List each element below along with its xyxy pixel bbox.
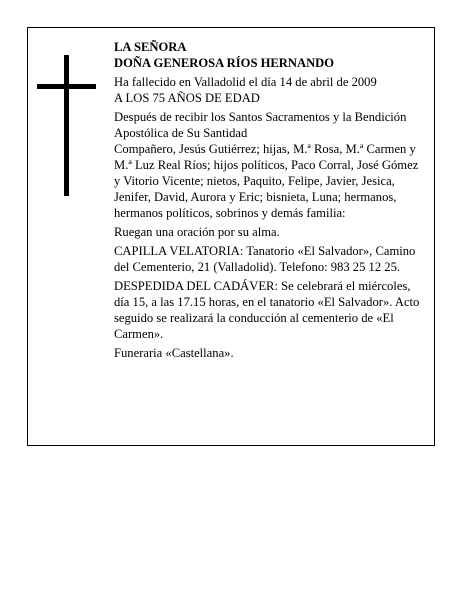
funeral-home: Funeraria «Castellana».	[114, 346, 234, 360]
farewell-info: DESPEDIDA DEL CADÁVER: Se celebrará el miércoles, día 15, a las 17.15 horas, en el tanatorio «El Salvador». Acto seguido se realizará la conducción al cementerio de «El Carmen».	[114, 279, 420, 341]
cross-horizontal-bar	[37, 84, 96, 89]
notice-title: LA SEÑORA	[114, 40, 187, 54]
sacraments-text: Después de recibir los Santos Sacramentos y la Bendición Apostólica de Su Santidad	[114, 110, 407, 140]
family-list: Compañero, Jesús Gutiérrez; hijas, M.ª Rosa, M.ª Carmen y M.ª Luz Real Ríos; hijos políticos, Paco Corral, José Gómez y Vitorio Vicente; nietos, Paquito, Felipe, Javier, Jesica, Jenifer, David, Aurora y Eric; bisnieta, Luna; hermanos, hermanos políticos, sobrinos y demás familia:	[114, 142, 419, 220]
deceased-name: DOÑA GENEROSA RÍOS HERNANDO	[114, 56, 335, 70]
death-info: Ha fallecido en Valladolid el día 14 de abril de 2009	[114, 75, 377, 89]
age-at-death: A LOS 75 AÑOS DE EDAD	[114, 91, 260, 105]
cross-vertical-bar	[64, 55, 69, 196]
chapel-info: CAPILLA VELATORIA: Tanatorio «El Salvador», Camino del Cementerio, 21 (Valladolid). Telefono: 983 25 12 25.	[114, 244, 416, 274]
obituary-text	[114, 39, 424, 361]
prayer-request: Ruegan una oración por su alma.	[114, 225, 280, 239]
